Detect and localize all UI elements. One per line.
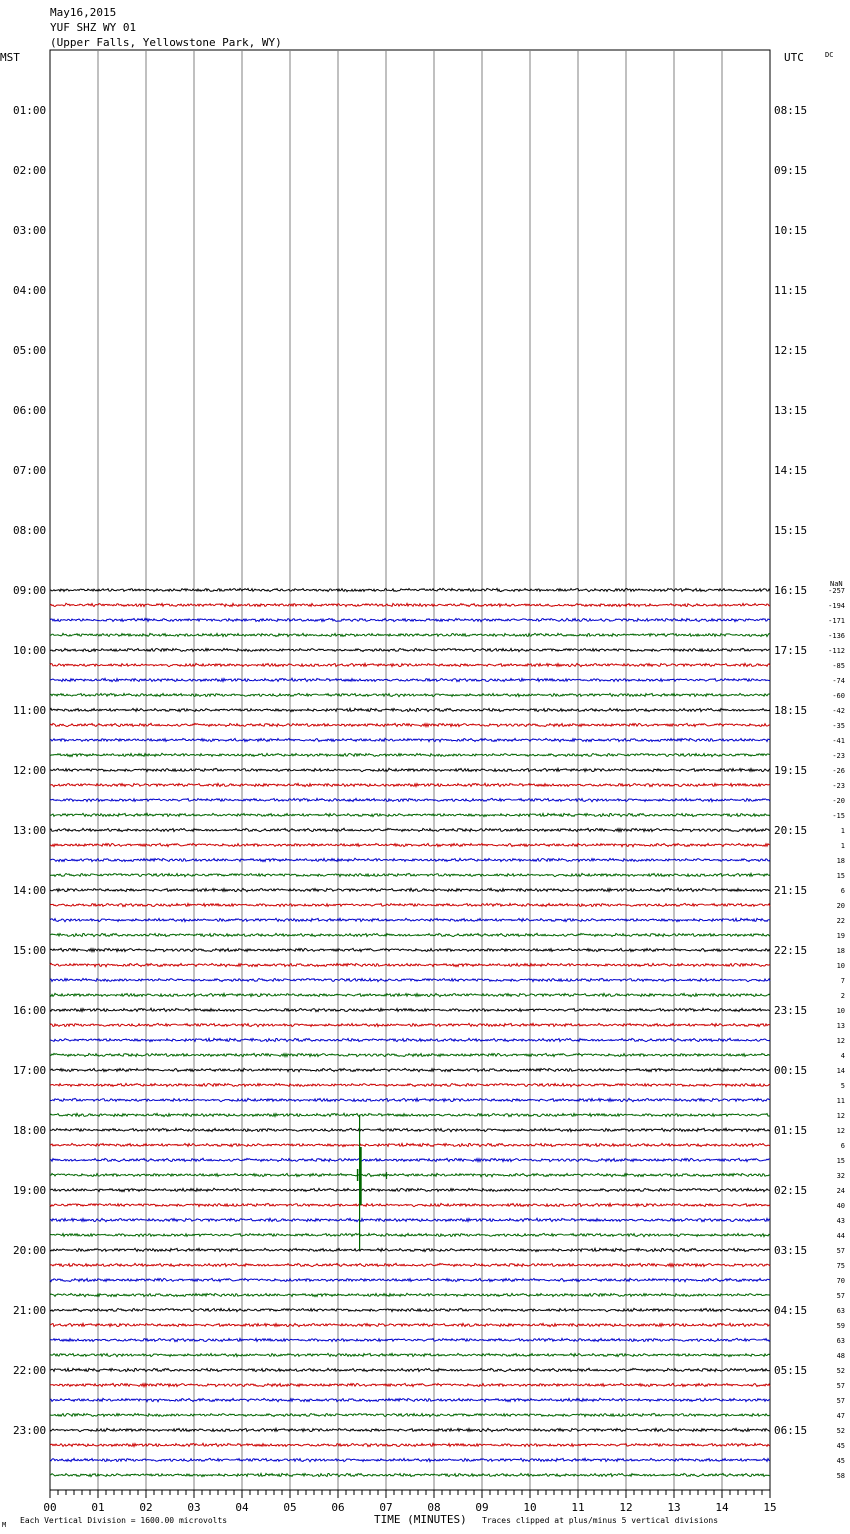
- dc-offset-value: 24: [836, 1187, 845, 1195]
- utc-hour-label: 01:15: [774, 1124, 808, 1137]
- x-tick-label: 02: [139, 1501, 153, 1514]
- trace-black: [50, 588, 770, 591]
- dc-offset-value: 52: [836, 1367, 845, 1375]
- utc-hour-label: 10:15: [774, 224, 808, 237]
- trace-black: [50, 1068, 770, 1071]
- trace-red: [50, 963, 770, 966]
- dc-offset-value: 57: [836, 1382, 845, 1390]
- dc-offset-value: 10: [836, 1007, 845, 1015]
- trace-blue: [50, 1218, 770, 1221]
- dc-offset-value: 63: [836, 1307, 845, 1315]
- mst-time-labels: [13, 104, 46, 1437]
- utc-hour-label: 09:15: [774, 164, 808, 177]
- trace-black: [50, 648, 770, 651]
- x-tick-label: 03: [187, 1501, 201, 1514]
- nan-label: NaN: [830, 580, 843, 588]
- trace-red: [50, 663, 770, 666]
- dc-offset-value: -60: [832, 692, 845, 700]
- dc-offset-value: 4: [840, 1052, 845, 1060]
- dc-offset-value: 75: [836, 1262, 845, 1270]
- mst-hour-label: 17:00: [13, 1064, 47, 1077]
- dc-offset-value: 12: [836, 1112, 845, 1120]
- dc-offset-value: 6: [840, 887, 845, 895]
- header-station: YUF SHZ WY 01: [50, 21, 137, 34]
- dc-offset-value: 6: [840, 1142, 845, 1150]
- utc-hour-label: 14:15: [774, 464, 808, 477]
- dc-offset-value: 57: [836, 1397, 845, 1405]
- dc-offset-values: [828, 587, 845, 1480]
- trace-green: [50, 933, 770, 936]
- utc-hour-label: 19:15: [774, 764, 808, 777]
- mst-hour-label: 21:00: [13, 1304, 47, 1317]
- trace-red: [50, 603, 770, 606]
- dc-offset-value: -41: [832, 737, 845, 745]
- trace-blue: [50, 1158, 770, 1161]
- trace-blue: [50, 1278, 770, 1281]
- mst-axis-label: MST: [0, 51, 20, 64]
- utc-hour-label: 23:15: [774, 1004, 808, 1017]
- trace-green: [50, 1173, 770, 1176]
- x-tick-label: 14: [715, 1501, 729, 1514]
- trace-green: [50, 993, 770, 996]
- utc-hour-label: 15:15: [774, 524, 808, 537]
- trace-black: [50, 1368, 770, 1371]
- mst-hour-label: 15:00: [13, 944, 47, 957]
- x-tick-label: 10: [523, 1501, 537, 1514]
- dc-offset-value: 47: [836, 1412, 845, 1420]
- trace-green: [50, 693, 770, 696]
- header-date: May16,2015: [50, 6, 117, 19]
- utc-hour-label: 12:15: [774, 344, 808, 357]
- x-tick-label: 12: [619, 1501, 633, 1514]
- trace-green: [50, 1413, 770, 1416]
- x-tick-label: 09: [475, 1501, 489, 1514]
- trace-green: [50, 1473, 770, 1476]
- utc-hour-label: 05:15: [774, 1364, 808, 1377]
- x-tick-label: 00: [43, 1501, 57, 1514]
- mst-hour-label: 20:00: [13, 1244, 47, 1257]
- dc-label: DC: [825, 51, 834, 59]
- dc-offset-value: 40: [836, 1202, 845, 1210]
- utc-hour-label: 18:15: [774, 704, 808, 717]
- dc-offset-value: 11: [836, 1097, 845, 1105]
- trace-black: [50, 1128, 770, 1131]
- trace-red: [50, 723, 770, 726]
- dc-offset-value: 52: [836, 1427, 845, 1435]
- trace-red: [50, 1443, 770, 1446]
- dc-offset-value: -74: [832, 677, 845, 685]
- utc-hour-label: 20:15: [774, 824, 808, 837]
- trace-black: [50, 1248, 770, 1251]
- mst-hour-label: 12:00: [13, 764, 47, 777]
- dc-offset-value: -171: [828, 617, 845, 625]
- dc-offset-value: 7: [840, 977, 845, 985]
- header-location: (Upper Falls, Yellowstone Park, WY): [50, 36, 282, 49]
- mst-hour-label: 10:00: [13, 644, 47, 657]
- dc-offset-value: -26: [832, 767, 845, 775]
- dc-offset-value: 45: [836, 1442, 845, 1450]
- dc-offset-value: 57: [836, 1292, 845, 1300]
- utc-hour-label: 04:15: [774, 1304, 808, 1317]
- x-axis-ticks: [43, 1490, 776, 1514]
- trace-black: [50, 1188, 770, 1191]
- mst-hour-label: 01:00: [13, 104, 47, 117]
- mst-hour-label: 19:00: [13, 1184, 47, 1197]
- dc-offset-value: 63: [836, 1337, 845, 1345]
- trace-green: [50, 633, 770, 636]
- dc-offset-value: -136: [828, 632, 845, 640]
- trace-green: [50, 1293, 770, 1296]
- utc-hour-label: 13:15: [774, 404, 808, 417]
- mst-hour-label: 18:00: [13, 1124, 47, 1137]
- dc-offset-value: 43: [836, 1217, 845, 1225]
- dc-offset-value: 12: [836, 1127, 845, 1135]
- mst-hour-label: 03:00: [13, 224, 47, 237]
- x-tick-label: 05: [283, 1501, 297, 1514]
- trace-red: [50, 1323, 770, 1326]
- footer-mark: M: [2, 1521, 7, 1529]
- x-tick-label: 11: [571, 1501, 585, 1514]
- mst-hour-label: 09:00: [13, 584, 47, 597]
- trace-green: [50, 813, 770, 816]
- mst-hour-label: 11:00: [13, 704, 47, 717]
- trace-green: [50, 1053, 770, 1056]
- dc-offset-value: -42: [832, 707, 845, 715]
- trace-green: [50, 873, 770, 876]
- traces: [50, 588, 770, 1476]
- utc-axis-label: UTC: [784, 51, 804, 64]
- utc-hour-label: 06:15: [774, 1424, 808, 1437]
- utc-hour-label: 16:15: [774, 584, 808, 597]
- dc-offset-value: -257: [828, 587, 845, 595]
- dc-offset-value: 12: [836, 1037, 845, 1045]
- mst-hour-label: 06:00: [13, 404, 47, 417]
- utc-hour-label: 11:15: [774, 284, 808, 297]
- trace-blue: [50, 1338, 770, 1341]
- scale-note: Each Vertical Division = 1600.00 microvolts: [20, 1516, 228, 1525]
- dc-offset-value: 1: [840, 842, 845, 850]
- dc-offset-value: 1: [840, 827, 845, 835]
- trace-red: [50, 903, 770, 906]
- trace-green: [50, 1113, 770, 1116]
- trace-black: [50, 888, 770, 891]
- utc-hour-label: 21:15: [774, 884, 808, 897]
- mst-hour-label: 13:00: [13, 824, 47, 837]
- x-tick-label: 08: [427, 1501, 441, 1514]
- mst-hour-label: 08:00: [13, 524, 47, 537]
- trace-red: [50, 1203, 770, 1206]
- trace-blue: [50, 798, 770, 801]
- dc-offset-value: 58: [836, 1472, 845, 1480]
- trace-blue: [50, 618, 770, 621]
- trace-green: [50, 753, 770, 756]
- dc-offset-value: 44: [836, 1232, 845, 1240]
- x-tick-label: 01: [91, 1501, 105, 1514]
- trace-blue: [50, 978, 770, 981]
- trace-black: [50, 708, 770, 711]
- x-axis-title: TIME (MINUTES): [374, 1513, 467, 1526]
- trace-blue: [50, 1038, 770, 1041]
- utc-hour-label: 03:15: [774, 1244, 808, 1257]
- dc-offset-value: 32: [836, 1172, 845, 1180]
- mst-hour-label: 23:00: [13, 1424, 47, 1437]
- dc-offset-value: 57: [836, 1247, 845, 1255]
- dc-offset-value: -112: [828, 647, 845, 655]
- trace-blue: [50, 678, 770, 681]
- dc-offset-value: -194: [828, 602, 845, 610]
- trace-black: [50, 1308, 770, 1311]
- trace-red: [50, 1083, 770, 1086]
- dc-offset-value: 10: [836, 962, 845, 970]
- trace-blue: [50, 738, 770, 741]
- dc-offset-value: -85: [832, 662, 845, 670]
- mst-hour-label: 04:00: [13, 284, 47, 297]
- dc-offset-value: 18: [836, 947, 845, 955]
- mst-hour-label: 14:00: [13, 884, 47, 897]
- x-tick-label: 07: [379, 1501, 393, 1514]
- dc-offset-value: 22: [836, 917, 845, 925]
- trace-black: [50, 828, 770, 831]
- dc-offset-value: -20: [832, 797, 845, 805]
- event-marks: [358, 1115, 387, 1250]
- mst-hour-label: 22:00: [13, 1364, 47, 1377]
- mst-hour-label: 16:00: [13, 1004, 47, 1017]
- trace-blue: [50, 1098, 770, 1101]
- trace-black: [50, 948, 770, 951]
- trace-red: [50, 1383, 770, 1386]
- trace-green: [50, 1353, 770, 1356]
- utc-hour-label: 22:15: [774, 944, 808, 957]
- mst-hour-label: 07:00: [13, 464, 47, 477]
- trace-red: [50, 783, 770, 786]
- trace-red: [50, 1143, 770, 1146]
- dc-offset-value: 2: [840, 992, 845, 1000]
- trace-blue: [50, 1458, 770, 1461]
- dc-offset-value: 19: [836, 932, 845, 940]
- trace-red: [50, 1263, 770, 1266]
- trace-red: [50, 1023, 770, 1026]
- x-tick-label: 15: [763, 1501, 777, 1514]
- dc-offset-value: 59: [836, 1322, 845, 1330]
- trace-black: [50, 1008, 770, 1011]
- dc-offset-value: 20: [836, 902, 845, 910]
- dc-offset-value: 15: [836, 1157, 845, 1165]
- mst-hour-label: 02:00: [13, 164, 47, 177]
- dc-offset-value: 15: [836, 872, 845, 880]
- clip-note: Traces clipped at plus/minus 5 vertical divisions: [482, 1516, 719, 1525]
- trace-red: [50, 843, 770, 846]
- utc-hour-label: 17:15: [774, 644, 808, 657]
- dc-offset-value: -23: [832, 782, 845, 790]
- trace-black: [50, 1428, 770, 1431]
- dc-offset-value: -15: [832, 812, 845, 820]
- trace-blue: [50, 1398, 770, 1401]
- dc-offset-value: 13: [836, 1022, 845, 1030]
- dc-offset-value: 5: [840, 1082, 845, 1090]
- mst-hour-label: 05:00: [13, 344, 47, 357]
- dc-offset-value: -23: [832, 752, 845, 760]
- trace-blue: [50, 918, 770, 921]
- trace-green: [50, 1233, 770, 1236]
- utc-time-labels: [774, 104, 807, 1437]
- dc-offset-value: 18: [836, 857, 845, 865]
- trace-black: [50, 768, 770, 771]
- x-tick-label: 04: [235, 1501, 249, 1514]
- dc-offset-value: -35: [832, 722, 845, 730]
- trace-blue: [50, 858, 770, 861]
- dc-offset-value: 45: [836, 1457, 845, 1465]
- dc-offset-value: 14: [836, 1067, 845, 1075]
- dc-offset-value: 70: [836, 1277, 845, 1285]
- utc-hour-label: 02:15: [774, 1184, 808, 1197]
- dc-offset-value: 48: [836, 1352, 845, 1360]
- x-tick-label: 06: [331, 1501, 345, 1514]
- utc-hour-label: 00:15: [774, 1064, 808, 1077]
- x-tick-label: 13: [667, 1501, 681, 1514]
- utc-hour-label: 08:15: [774, 104, 808, 117]
